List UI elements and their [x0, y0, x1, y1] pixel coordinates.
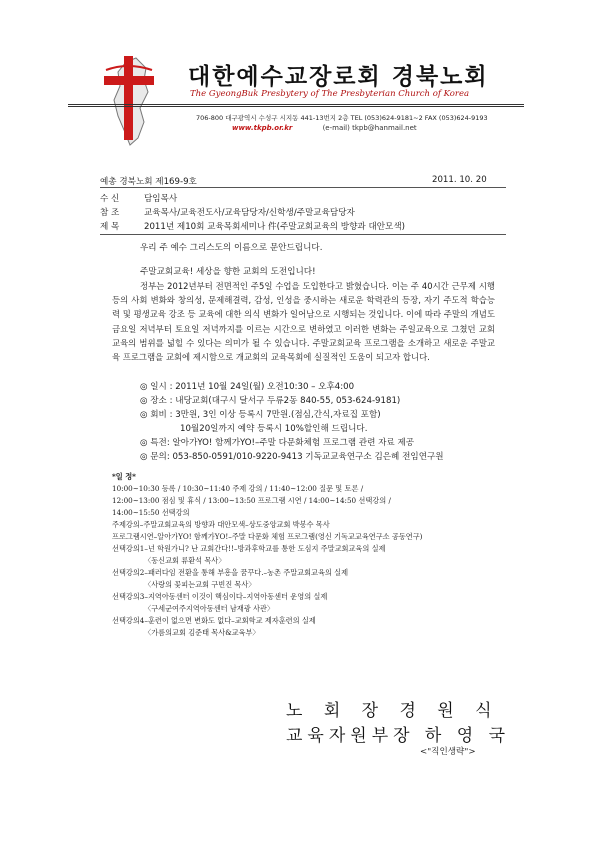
- program-line: 선택강의1–넌 학원가니? 난 교회간다!!–방과후학교를 통한 도심지 주말교회교육의 실제: [112, 544, 386, 553]
- program-line: 10:00~10:30 등록 / 10:30~11:40 주제 강의 / 11:40~12:00 질문 및 토론 /: [112, 484, 364, 493]
- org-address: 706-800 대구광역시 수성구 시지동 441-13번지 2층 TEL (053)624-9181~2 FAX (053)624-9193: [196, 114, 488, 122]
- program-line: 〈동신교회 류환석 목사〉: [144, 556, 226, 565]
- doc-date: 2011. 10. 20: [432, 175, 487, 185]
- program-line: 선택강의4–훈련이 없으면 변화도 없다–교회학교 제자훈련의 실제: [112, 616, 316, 625]
- body-paragraph: 정부는 2012년부터 전면적인 주5일 수업을 도입한다고 밝혔습니다. 이는 주 40시간 근무제 시행 등의 사회 변화와 창의성, 문제해결력, 감성, 인성을 중시하는 새로운 학력관의 등장, 자기 주도적 학습능력 및 평생교육 강조 등 교육에 대한 의식 변화가 일어남으로 시행되는 것입니다. 이에 따라 주말의 개념도 금요일 저녁부터 토요일 저녁까지를 이르는 시간으로 변하였고 이러한 변화는 주일교육으로 그쳤던 교회교육의 범위를 넓힐 수 있다는 의미가 될 수 있습니다. 주말교회교육 프로그램을 소개하고 새로운 주말교육 프로그램을 교회에 제시함으로 개교회의 교육목회에 실질적인 도움이 되고자 합니다.: [112, 281, 495, 363]
- reference-row: [100, 206, 355, 218]
- email-label: (e-mail): [322, 124, 350, 132]
- subject-value: 2011년 제10회 교육목회세미나 件(주말교회교육의 방향과 대안모색): [144, 222, 406, 232]
- detail-venue: ◎ 장소 : 내당교회(대구시 달서구 두류2동 840-55, 053-624-9181): [140, 396, 401, 406]
- org-contact: [232, 124, 417, 132]
- program-line: 〈사랑의 꽃피는교회 구빈진 목사〉: [144, 580, 256, 589]
- header-divider: [68, 106, 524, 107]
- signature-moderator: 노 회 장 경 원 식: [286, 701, 500, 721]
- website-link[interactable]: www.tkpb.or.kr: [232, 124, 293, 132]
- detail-contact: ◎ 문의: 053-850-0591/010-9220-9413 기독교교육연구소 김은혜 전임연구원: [140, 452, 444, 462]
- doc-divider: [100, 234, 506, 235]
- seal-omitted-note: <"직인생략">: [420, 747, 476, 757]
- church-logo: [88, 50, 168, 150]
- detail-benefit: ◎ 특전: 알아가YO! 함께가YO!–주말 다문화체험 프로그램 관련 자료 제공: [140, 438, 415, 448]
- doc-divider: [100, 187, 506, 188]
- detail-date: ◎ 일시 : 2011년 10월 24일(월) 오전10:30 – 오후4:00: [140, 382, 355, 392]
- body-heading: 주말교회교육! 세상을 향한 교회의 도전입니다!: [140, 267, 316, 277]
- header-divider: [68, 104, 524, 105]
- subject-label: 제 목: [100, 222, 120, 232]
- program-line: 선택강의2–패러다임 전환을 통해 부흥을 꿈꾸다.–농촌 주말교회교육의 실제: [112, 568, 349, 577]
- program-line: 〈구세군여주지역아동센터 남재광 사관〉: [144, 604, 275, 613]
- program-heading: *일 정*: [112, 472, 136, 481]
- org-subtitle: The GyeongBuk Presbytery of The Presbyterian Church of Korea: [190, 89, 470, 99]
- greeting: 우리 주 예수 그리스도의 이름으로 문안드립니다.: [140, 243, 323, 253]
- cross-map-icon: [88, 50, 168, 150]
- detail-discount: 10월20일까지 예약 등록시 10%할인해 드립니다.: [180, 424, 368, 434]
- subject-row: [100, 220, 405, 232]
- recipient-row: [100, 192, 177, 204]
- program-line: 〈가름의교회 김준태 목사&교육부〉: [144, 628, 260, 637]
- program-line: 프로그램시연–알아가YO! 함께가YO!–주말 다문화 체험 프로그램(영신 기독교교육연구소 공동연구): [112, 532, 423, 541]
- recipient-label: 수 신: [100, 194, 120, 204]
- email-address[interactable]: tkpb@hanmail.net: [352, 124, 417, 132]
- signature-director: 교육자원부장 하 영 국: [286, 726, 511, 746]
- program-line: 14:00~15:50 선택강의: [112, 508, 190, 517]
- reference-value: 교육목사/교육전도사/교육담당자/신학생/주말교육담당자: [144, 208, 355, 218]
- recipient-value: 담임목사: [144, 194, 178, 204]
- org-title: 대한예수교장로회 경북노회: [188, 63, 489, 90]
- detail-fee: ◎ 회비 : 3만원, 3인 이상 등록시 7만원.(점심,간식,자료집 포함): [140, 410, 381, 420]
- doc-number: 예총 경북노회 제169-9호: [100, 177, 197, 187]
- reference-label: 참 조: [100, 208, 120, 218]
- program-line: 선택강의3–지역아동센터 이것이 핵심이다–지역아동센터 운영의 실제: [112, 592, 328, 601]
- program-line: 12:00~13:00 점심 및 휴식 / 13:00~13:50 프로그램 시연 / 14:00~14:50 선택강의 /: [112, 496, 391, 505]
- program-line: 주제강의–주말교회교육의 방향과 대안모색–상도중앙교회 박봉수 목사: [112, 520, 330, 529]
